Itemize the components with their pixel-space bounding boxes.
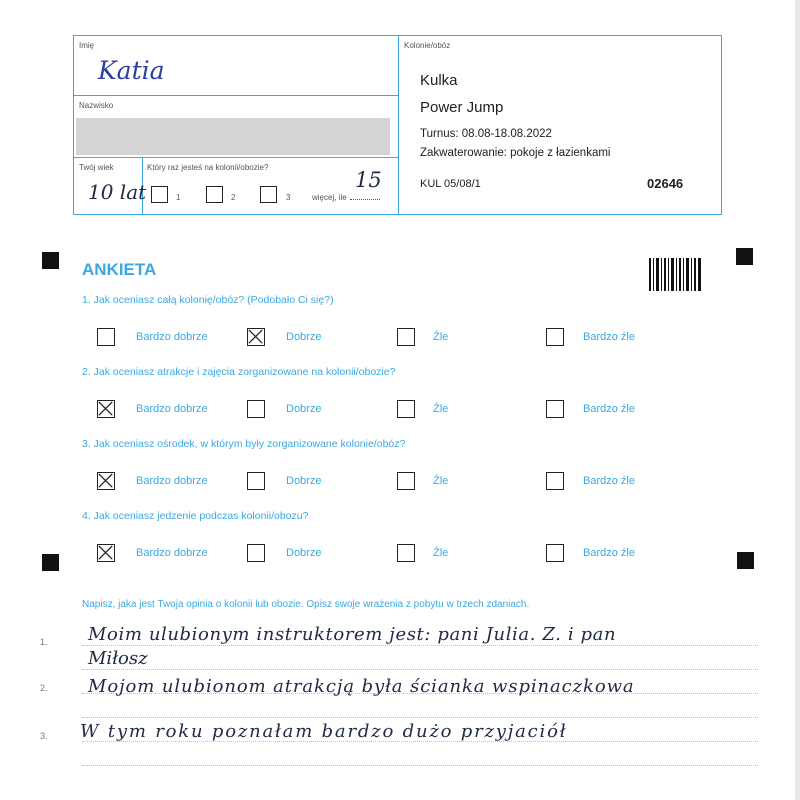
wiek-label: Twój wiek <box>79 163 114 172</box>
rating-checkbox[interactable] <box>247 400 265 418</box>
wiecej-line <box>350 199 380 200</box>
rating-checkbox[interactable] <box>97 400 115 418</box>
answer-line <box>82 765 758 766</box>
rating-option-label: Dobrze <box>286 403 322 415</box>
rating-checkbox[interactable] <box>247 328 265 346</box>
zakwaterowanie: Zakwaterowanie: pokoje z łazienkami <box>420 147 611 159</box>
page-edge <box>795 0 800 800</box>
imie-divider <box>73 95 398 96</box>
rating-checkbox[interactable] <box>546 400 564 418</box>
imie-value[interactable]: Katia <box>98 56 165 85</box>
rating-option-label: Źle <box>433 547 449 559</box>
answer-text-1-cont[interactable]: Miłosz <box>88 648 148 669</box>
barcode <box>649 258 701 291</box>
x-mark-icon <box>98 473 114 489</box>
rating-option-label: Bardzo dobrze <box>136 331 208 343</box>
nazwisko-divider <box>73 157 398 158</box>
rating-option-label: Źle <box>433 403 449 415</box>
rating-option-label: Bardzo źle <box>583 331 635 343</box>
rating-checkbox[interactable] <box>97 472 115 490</box>
rating-checkbox[interactable] <box>247 544 265 562</box>
answer-line <box>82 645 758 646</box>
question-text: 2. Jak oceniasz atrakcje i zajęcia zorganizowane na kolonii/obozie? <box>82 366 396 378</box>
visit-2-label: 2 <box>231 193 236 202</box>
opinion-prompt: Napisz, jaka jest Twoja opinia o kolonii lub obozie. Opisz swoje wrażenia z pobytu w trzech zdaniach. <box>82 599 530 610</box>
ankieta-title: ANKIETA <box>82 260 157 279</box>
x-mark-icon <box>98 545 114 561</box>
rating-checkbox[interactable] <box>546 544 564 562</box>
turnus: Turnus: 08.08-18.08.2022 <box>420 128 552 140</box>
ktory-raz-label: Który raz jesteś na kolonii/obozie? <box>147 163 269 172</box>
kolonia-label: Kolonie/obóz <box>404 41 451 50</box>
rating-option-label: Bardzo dobrze <box>136 403 208 415</box>
registration-mark <box>42 252 59 269</box>
x-mark-icon <box>248 329 264 345</box>
rating-checkbox[interactable] <box>247 472 265 490</box>
line-number: 3. <box>40 731 48 741</box>
rating-checkbox[interactable] <box>397 472 415 490</box>
rating-option-label: Bardzo źle <box>583 403 635 415</box>
question-text: 1. Jak oceniasz całą kolonię/obóz? (Podobało Ci się?) <box>82 294 334 306</box>
rating-option-label: Bardzo dobrze <box>136 475 208 487</box>
visit-1-checkbox[interactable] <box>151 186 168 203</box>
registration-mark <box>736 248 753 265</box>
rating-option-label: Bardzo źle <box>583 547 635 559</box>
rating-option-label: Źle <box>433 475 449 487</box>
rating-checkbox[interactable] <box>97 544 115 562</box>
rating-option-label: Bardzo dobrze <box>136 547 208 559</box>
rating-option-label: Dobrze <box>286 475 322 487</box>
form-number: 02646 <box>647 176 684 191</box>
answer-line <box>82 717 758 718</box>
kolonia-program: Power Jump <box>420 99 504 116</box>
visit-3-label: 3 <box>286 193 291 202</box>
wiecej-value[interactable]: 15 <box>355 168 382 192</box>
visit-3-checkbox[interactable] <box>260 186 277 203</box>
rating-checkbox[interactable] <box>397 328 415 346</box>
header-divider <box>398 35 399 215</box>
wiek-value[interactable]: 10 lat <box>88 180 147 204</box>
rating-checkbox[interactable] <box>546 328 564 346</box>
question-text: 4. Jak oceniasz jedzenie podczas kolonii/obozu? <box>82 510 309 522</box>
answer-text-1[interactable]: Moim ulubionym instruktorem jest: pani Julia. Z. i pan <box>88 624 617 645</box>
imie-label: Imię <box>79 41 95 50</box>
rating-checkbox[interactable] <box>546 472 564 490</box>
rating-option-label: Źle <box>433 331 449 343</box>
kolonia-name: Kulka <box>420 72 458 89</box>
line-number: 1. <box>40 637 48 647</box>
rating-checkbox[interactable] <box>97 328 115 346</box>
visit-2-checkbox[interactable] <box>206 186 223 203</box>
rating-option-label: Bardzo źle <box>583 475 635 487</box>
wiecej-label: więcej, ile <box>312 193 347 202</box>
visit-1-label: 1 <box>176 193 181 202</box>
rating-option-label: Dobrze <box>286 547 322 559</box>
rating-checkbox[interactable] <box>397 400 415 418</box>
registration-mark <box>737 552 754 569</box>
answer-line <box>82 669 758 670</box>
kod: KUL 05/08/1 <box>420 178 481 190</box>
x-mark-icon <box>98 401 114 417</box>
rating-checkbox[interactable] <box>397 544 415 562</box>
answer-text-2[interactable]: Mojom ulubionom atrakcją była ścianka wspinaczkowa <box>88 676 635 697</box>
nazwisko-redaction <box>76 118 390 155</box>
rating-option-label: Dobrze <box>286 331 322 343</box>
line-number: 2. <box>40 683 48 693</box>
answer-text-3[interactable]: W tym roku poznałam bardzo dużo przyjaciół <box>80 721 568 742</box>
registration-mark <box>42 554 59 571</box>
question-text: 3. Jak oceniasz ośrodek, w którym były zorganizowane kolonie/obóz? <box>82 438 406 450</box>
nazwisko-label: Nazwisko <box>79 101 114 110</box>
